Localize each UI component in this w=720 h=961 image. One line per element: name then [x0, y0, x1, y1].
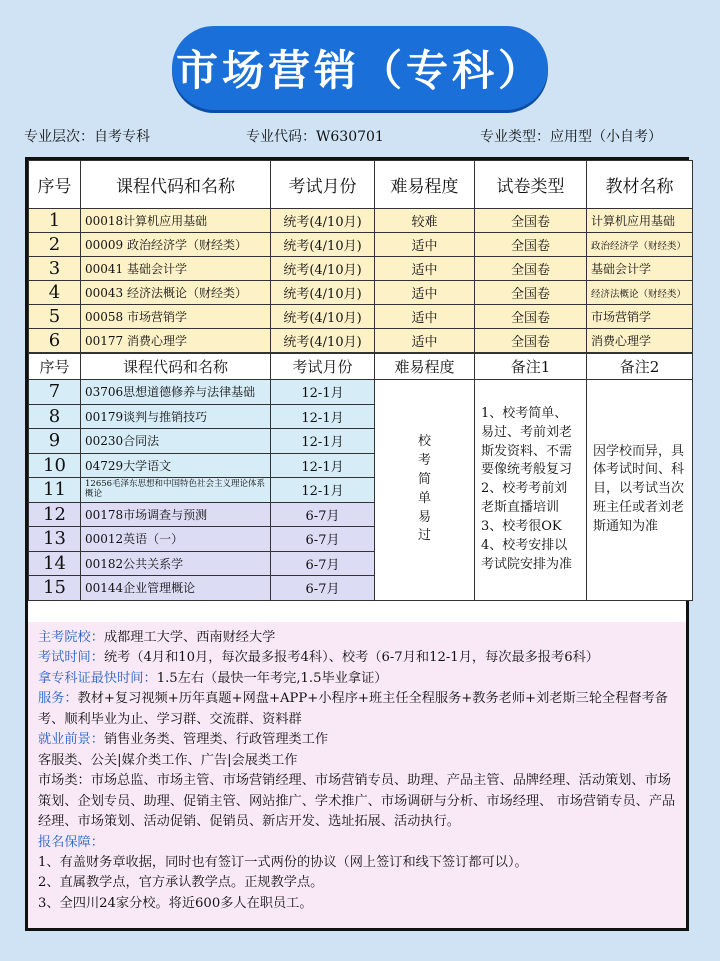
note2-merged: 因学校而异，具体考试时间、科目，以考试当次班主任或者刘老斯通知为准 — [587, 380, 693, 601]
textbook-name: 经济法概论（财经类） — [587, 281, 693, 305]
major-code: 专业代码：W630701 — [246, 129, 384, 145]
course-name: 00178市场调查与预测 — [81, 502, 271, 527]
info-panel — [28, 622, 686, 928]
row-num: 10 — [29, 453, 81, 478]
course-name: 00009 政治经济学（财经类） — [81, 233, 271, 257]
table-row — [29, 380, 693, 405]
difficulty: 适中 — [375, 281, 475, 305]
paper-type: 全国卷 — [475, 209, 587, 233]
service-line — [38, 689, 676, 730]
course-name: 00012英语（一） — [81, 527, 271, 552]
course-name: 04729大学语文 — [81, 453, 271, 478]
paper-type: 全国卷 — [475, 233, 587, 257]
exam-time-label: 考试时间： — [38, 650, 104, 666]
guarantee-item: 1、有盖财务章收据，同时也有签订一式两份的协议（网上签订和线下签订都可以）。 — [38, 854, 528, 870]
exam-month: 12-1月 — [271, 478, 375, 503]
table-row — [29, 257, 693, 281]
school-exam-table — [28, 353, 693, 601]
exam-month: 12-1月 — [271, 380, 375, 405]
page-title: 市场营销（专科） — [172, 26, 548, 110]
exam-month: 统考(4/10月) — [271, 281, 375, 305]
difficulty: 较难 — [375, 209, 475, 233]
difficulty-merged — [375, 380, 475, 601]
course-name: 00182公共关系学 — [81, 551, 271, 576]
row-num: 9 — [29, 429, 81, 454]
col-header-book: 教材名称 — [587, 161, 693, 209]
exam-month: 12-1月 — [271, 404, 375, 429]
paper-type: 全国卷 — [475, 329, 587, 353]
textbook-name: 政治经济学（财经类） — [587, 233, 693, 257]
guarantee-item: 2、直属教学点，官方承认教学点。正规教学点。 — [38, 875, 324, 891]
course-name: 00230合同法 — [81, 429, 271, 454]
guarantee-item: 3、全四川24家分校。将近600多人在职员工。 — [38, 895, 313, 911]
exam-time-value: 统考（4月和10月，每次最多报考4科）、校考（6-7月和12-1月，每次最多报考6科） — [103, 650, 599, 666]
paper-type: 全国卷 — [475, 281, 587, 305]
textbook-name: 消费心理学 — [587, 329, 693, 353]
col-header-month: 考试月份 — [271, 354, 375, 380]
table-row — [29, 329, 693, 353]
exam-time-line — [38, 648, 676, 668]
paper-type: 全国卷 — [475, 257, 587, 281]
course-name: 00179谈判与推销技巧 — [81, 404, 271, 429]
schools-line — [38, 628, 676, 648]
schools-value: 成都理工大学、西南财经大学 — [103, 630, 276, 645]
row-num: 2 — [29, 233, 81, 257]
course-name: 12656毛泽东思想和中国特色社会主义理论体系概论 — [81, 478, 271, 503]
col-header-note1: 备注1 — [475, 354, 587, 380]
note1-merged: 1、校考简单、易过、考前刘老斯发资料、不需要像统考般复习 2、校考考前刘老斯直播培训 3、校考很OK 4、校考安排以考试院安排为准 — [475, 380, 587, 601]
textbook-name: 市场营销学 — [587, 305, 693, 329]
textbook-name: 基础会计学 — [587, 257, 693, 281]
difficulty-char: 过 — [417, 528, 431, 544]
col-header-course: 课程代码和名称 — [81, 161, 271, 209]
col-header-month: 考试月份 — [271, 161, 375, 209]
difficulty: 适中 — [375, 257, 475, 281]
fastest-line — [38, 669, 676, 689]
prospects-line-3: 市场类：市场总监、市场主管、市场营销经理、市场营销专员、助理、产品主管、品牌经理、活动策划、市场策划、企划专员、助理、促销主管、网站推广、学术推广、市场调研与分析、市场经理、 市场营销专员、产品经理、市场策划、活动促销、促销员、新店开发、选址拓展、活动执行。 — [38, 773, 676, 830]
course-name: 00018计算机应用基础 — [81, 209, 271, 233]
exam-month: 12-1月 — [271, 453, 375, 478]
exam-month: 6-7月 — [271, 527, 375, 552]
difficulty-char: 单 — [417, 490, 431, 506]
table-header-row — [29, 354, 693, 380]
difficulty-char: 简 — [417, 471, 431, 487]
difficulty-char: 校 — [417, 434, 431, 450]
row-num: 1 — [29, 209, 81, 233]
difficulty-char: 易 — [417, 509, 431, 525]
difficulty-char: 考 — [417, 453, 431, 469]
prospects-value: 销售业务类、管理类、行政管理类工作 — [103, 732, 329, 748]
fastest-value: 1.5左右（最快一年考完,1.5毕业拿证） — [156, 670, 388, 686]
row-num: 3 — [29, 257, 81, 281]
exam-month: 统考(4/10月) — [271, 257, 375, 281]
guarantee-label: 报名保障： — [38, 834, 104, 850]
table-row — [29, 233, 693, 257]
table-row — [29, 209, 693, 233]
prospects-line — [38, 730, 676, 750]
col-header-difficulty: 难易程度 — [375, 161, 475, 209]
row-num: 13 — [29, 527, 81, 552]
exam-month: 统考(4/10月) — [271, 305, 375, 329]
row-num: 7 — [29, 380, 81, 405]
paper-type: 全国卷 — [475, 305, 587, 329]
prospects-label: 就业前景： — [38, 732, 104, 748]
col-header-paper: 试卷类型 — [475, 161, 587, 209]
exam-month: 6-7月 — [271, 502, 375, 527]
major-meta — [24, 126, 704, 148]
course-name: 00144企业管理概论 — [81, 576, 271, 601]
prospects-line-2: 客服类、公关|媒介类工作、广告|会展类工作 — [38, 752, 298, 768]
exam-month: 统考(4/10月) — [271, 233, 375, 257]
row-num: 15 — [29, 576, 81, 601]
course-name: 03706思想道德修养与法律基础 — [81, 380, 271, 405]
exam-month: 统考(4/10月) — [271, 209, 375, 233]
service-value: 教材+复习视频+历年真题+网盘+APP+小程序+班主任全程服务+教务老师+刘老斯三轮全程督考备考、顺利毕业为止、学习群、交流群、资料群 — [38, 691, 668, 727]
row-num: 6 — [29, 329, 81, 353]
unified-exam-table — [28, 160, 693, 353]
table-row — [29, 281, 693, 305]
row-num: 5 — [29, 305, 81, 329]
row-num: 8 — [29, 404, 81, 429]
course-name: 00043 经济法概论（财经类） — [81, 281, 271, 305]
col-header-note2: 备注2 — [587, 354, 693, 380]
course-name: 00177 消费心理学 — [81, 329, 271, 353]
difficulty: 适中 — [375, 305, 475, 329]
course-name: 00058 市场营销学 — [81, 305, 271, 329]
major-type: 专业类型：应用型（小自考） — [480, 129, 662, 145]
table-header-row — [29, 161, 693, 209]
schools-label: 主考院校： — [38, 630, 104, 645]
col-header-course: 课程代码和名称 — [81, 354, 271, 380]
exam-month: 统考(4/10月) — [271, 329, 375, 353]
textbook-name: 计算机应用基础 — [587, 209, 693, 233]
major-level: 专业层次：自考专科 — [24, 129, 150, 145]
row-num: 14 — [29, 551, 81, 576]
fastest-label: 拿专科证最快时间： — [38, 670, 157, 686]
exam-month: 12-1月 — [271, 429, 375, 454]
exam-month: 6-7月 — [271, 576, 375, 601]
col-header-num: 序号 — [29, 161, 81, 209]
course-name: 00041 基础会计学 — [81, 257, 271, 281]
row-num: 4 — [29, 281, 81, 305]
row-num: 11 — [29, 478, 81, 503]
col-header-difficulty: 难易程度 — [375, 354, 475, 380]
table-row — [29, 305, 693, 329]
difficulty: 适中 — [375, 329, 475, 353]
col-header-num: 序号 — [29, 354, 81, 380]
service-label: 服务： — [38, 691, 78, 707]
difficulty: 适中 — [375, 233, 475, 257]
exam-month: 6-7月 — [271, 551, 375, 576]
course-frame — [25, 157, 689, 931]
row-num: 12 — [29, 502, 81, 527]
